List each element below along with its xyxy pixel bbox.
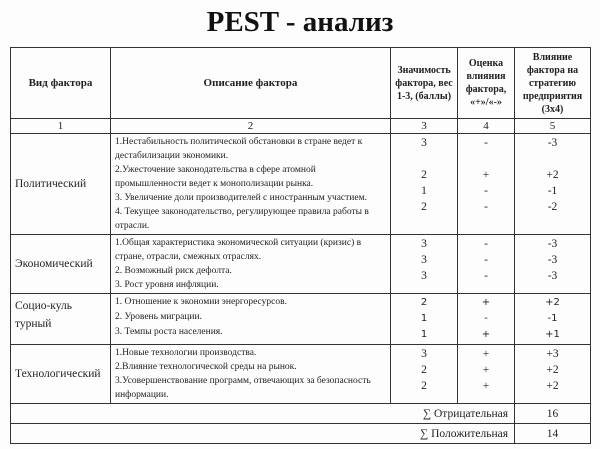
significance-value: 2 bbox=[421, 169, 427, 181]
assessment-value bbox=[458, 152, 514, 168]
assessment-value: + bbox=[481, 297, 491, 308]
factor-row-economic bbox=[11, 235, 591, 294]
significance-value: 2 bbox=[421, 201, 427, 213]
factor-item: 3. Рост уровня инфляции. bbox=[115, 280, 219, 290]
impact-value: +2 bbox=[545, 297, 560, 308]
impact-value bbox=[515, 152, 590, 168]
factor-impact bbox=[515, 345, 591, 404]
total-positive-value: 14 bbox=[515, 424, 591, 444]
column-number: 2 bbox=[111, 119, 391, 134]
factor-description bbox=[111, 294, 391, 345]
header-assessment: Оценка влияния фактора, «+»/«-» bbox=[458, 48, 515, 119]
assessment-value: - bbox=[484, 137, 488, 149]
header-impact: Влияние фактора на стратегию предприятия (3х4) bbox=[515, 48, 591, 119]
significance-value: 3 bbox=[421, 348, 427, 360]
factor-impact bbox=[515, 294, 591, 345]
assessment-value: + bbox=[482, 380, 490, 392]
impact-value: -3 bbox=[547, 254, 558, 266]
column-number: 5 bbox=[515, 119, 591, 134]
significance-value: 1 bbox=[421, 185, 427, 197]
impact-value: +2 bbox=[546, 364, 559, 376]
factor-kind: Технологический bbox=[11, 345, 111, 404]
assessment-value: - bbox=[484, 270, 488, 282]
significance-value: 3 bbox=[421, 137, 427, 149]
factor-description bbox=[111, 235, 391, 294]
factor-kind: Экономический bbox=[11, 235, 111, 294]
significance-value: 1 bbox=[420, 329, 428, 340]
assessment-value: + bbox=[481, 329, 491, 340]
significance-value: 3 bbox=[421, 238, 427, 250]
factor-item: 1.Общая характеристика экономической ситуации (кризис) в стране, отрасли, смежных отраслях. bbox=[115, 238, 362, 262]
header-kind: Вид фактора bbox=[11, 48, 111, 119]
factor-item: 2.Ужесточение законодательства в сфере атомной промышленности ведет к монополизации рынка. bbox=[115, 165, 316, 189]
header-description: Описание фактора bbox=[111, 48, 391, 119]
column-number: 3 bbox=[391, 119, 458, 134]
factor-item: 2. Уровень миграции. bbox=[115, 312, 202, 322]
factor-item: 1.Новые технологии производства. bbox=[115, 348, 257, 358]
assessment-value: + bbox=[482, 169, 490, 181]
assessment-value: - bbox=[484, 313, 488, 324]
significance-value: 2 bbox=[420, 297, 428, 308]
impact-value: -3 bbox=[547, 137, 558, 149]
impact-value: -3 bbox=[547, 238, 558, 250]
factor-item: 1.Нестабильность политической обстановки в стране ведет к дестабилизации экономики. bbox=[115, 137, 363, 161]
assessment-value: - bbox=[484, 185, 488, 197]
significance-value bbox=[391, 152, 457, 168]
impact-value: -1 bbox=[547, 185, 558, 197]
factor-significance bbox=[391, 345, 458, 404]
factor-item: 1. Отношение к экономии энергоресурсов. bbox=[115, 297, 287, 307]
impact-value: -3 bbox=[547, 270, 558, 282]
factor-row-political bbox=[11, 134, 591, 235]
assessment-value: + bbox=[482, 348, 490, 360]
factor-kind bbox=[11, 294, 111, 345]
assessment-value: - bbox=[484, 201, 488, 213]
impact-value: -1 bbox=[547, 313, 558, 324]
impact-value: +1 bbox=[545, 329, 560, 340]
significance-value: 3 bbox=[421, 254, 427, 266]
header-row bbox=[11, 48, 591, 119]
total-positive-row bbox=[11, 424, 591, 444]
factor-significance bbox=[391, 294, 458, 345]
factor-item: 2. Возможный риск дефолта. bbox=[115, 266, 232, 276]
factor-item: 3. Темпы роста населения. bbox=[115, 327, 223, 337]
pest-table bbox=[10, 47, 591, 444]
assessment-value: + bbox=[482, 364, 490, 376]
total-negative-label: ∑ Отрицательная bbox=[11, 404, 515, 424]
factor-kind: Политический bbox=[11, 134, 111, 235]
total-negative-value: 16 bbox=[515, 404, 591, 424]
factor-description bbox=[111, 134, 391, 235]
assessment-value: - bbox=[484, 254, 488, 266]
factor-item: 4. Текущее законодательство, регулирующее правила работы в отрасли. bbox=[115, 207, 369, 231]
factor-description bbox=[111, 345, 391, 404]
significance-value: 3 bbox=[421, 270, 427, 282]
impact-value: +2 bbox=[546, 380, 559, 392]
factor-item: 3.Усовершенствование программ, отвечающих за безопасность информации. bbox=[115, 376, 371, 400]
factor-item: 3. Увеличение доли производителей с иностранным участием. bbox=[115, 193, 367, 203]
factor-row-socio-cultural bbox=[11, 294, 591, 345]
total-positive-label: ∑ Положительная bbox=[11, 424, 515, 444]
factor-assessment bbox=[458, 134, 515, 235]
impact-value: +2 bbox=[546, 169, 559, 181]
column-number: 4 bbox=[458, 119, 515, 134]
significance-value: 2 bbox=[421, 380, 427, 392]
impact-value: +3 bbox=[546, 348, 559, 360]
factor-significance bbox=[391, 235, 458, 294]
factor-impact bbox=[515, 134, 591, 235]
column-number-row bbox=[11, 119, 591, 134]
factor-kind-label: Социо-культурный bbox=[15, 300, 72, 330]
header-significance: Значимость фактора, вес 1-3, (баллы) bbox=[391, 48, 458, 119]
factor-impact bbox=[515, 235, 591, 294]
factor-significance bbox=[391, 134, 458, 235]
column-number: 1 bbox=[11, 119, 111, 134]
factor-assessment bbox=[458, 345, 515, 404]
significance-value: 1 bbox=[420, 313, 428, 324]
factor-row-technological bbox=[11, 345, 591, 404]
assessment-value: - bbox=[484, 238, 488, 250]
page-title: PEST - анализ bbox=[206, 6, 394, 38]
factor-assessment bbox=[458, 294, 515, 345]
impact-value: -2 bbox=[547, 201, 558, 213]
factor-item: 2.Влияние технологической среды на рынок. bbox=[115, 362, 297, 372]
total-negative-row bbox=[11, 404, 591, 424]
factor-assessment bbox=[458, 235, 515, 294]
significance-value: 2 bbox=[421, 364, 427, 376]
